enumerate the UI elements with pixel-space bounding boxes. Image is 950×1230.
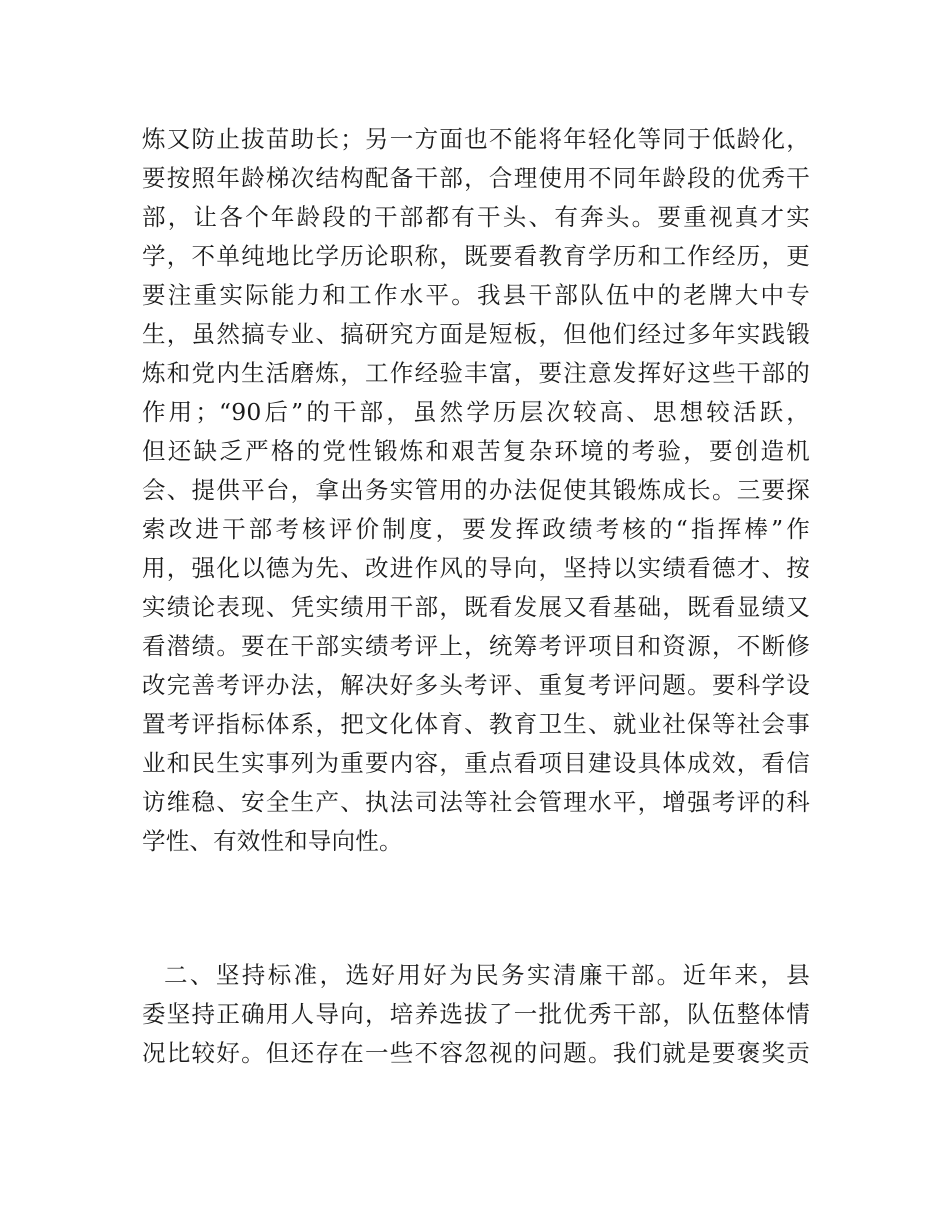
text-line: 委坚持正确用人导向，培养选拔了一批优秀干部，队伍整体情 (142, 1000, 810, 1028)
text-line: 生，虽然搞专业、搞研究方面是短板，但他们经过多年实践锻 (142, 320, 810, 348)
text-line: 作用；“90后”的干部，虽然学历层次较高、思想较活跃， (142, 398, 810, 426)
text-line: 但还缺乏严格的党性锻炼和艰苦复杂环境的考验，要创造机 (142, 437, 810, 465)
text-line: 学性、有效性和导向性。 (142, 827, 403, 855)
text-line: 炼和党内生活磨炼，工作经验丰富，要注意发挥好这些干部的 (142, 359, 810, 387)
text-line: 实绩论表现、凭实绩用干部，既看发展又看基础，既看显绩又 (142, 593, 810, 621)
text-line: 况比较好。但还存在一些不容忽视的问题。我们就是要褒奖贡 (142, 1039, 810, 1067)
text-line: 部，让各个年龄段的干部都有干头、有奔头。要重视真才实 (142, 203, 810, 231)
text-line: 会、提供平台，拿出务实管用的办法促使其锻炼成长。三要探 (142, 476, 810, 504)
text-line: 要注重实际能力和工作水平。我县干部队伍中的老牌大中专 (142, 281, 810, 309)
text-line: 业和民生实事列为重要内容，重点看项目建设具体成效，看信 (142, 749, 810, 777)
paragraph-2 (142, 956, 810, 1073)
text-line: 用，强化以德为先、改进作风的导向，坚持以实绩看德才、按 (142, 554, 810, 582)
text-line: 索改进干部考核评价制度，要发挥政绩考核的“指挥棒”作 (142, 515, 810, 543)
text-line: 置考评指标体系，把文化体育、教育卫生、就业社保等社会事 (142, 710, 810, 738)
text-line: 学，不单纯地比学历论职称，既要看教育学历和工作经历，更 (142, 242, 810, 270)
text-line: 二、坚持标准，选好用好为民务实清廉干部。近年来，县 (164, 961, 810, 989)
text-line: 看潜绩。要在干部实绩考评上，统筹考评项目和资源，不断修 (142, 632, 810, 660)
paragraph-1 (142, 120, 810, 861)
text-line: 访维稳、安全生产、执法司法等社会管理水平，增强考评的科 (142, 788, 810, 816)
text-line: 炼又防止拔苗助长；另一方面也不能将年轻化等同于低龄化， (142, 125, 810, 153)
text-line: 要按照年龄梯次结构配备干部，合理使用不同年龄段的优秀干 (142, 164, 810, 192)
text-line: 改完善考评办法，解决好多头考评、重复考评问题。要科学设 (142, 671, 810, 699)
